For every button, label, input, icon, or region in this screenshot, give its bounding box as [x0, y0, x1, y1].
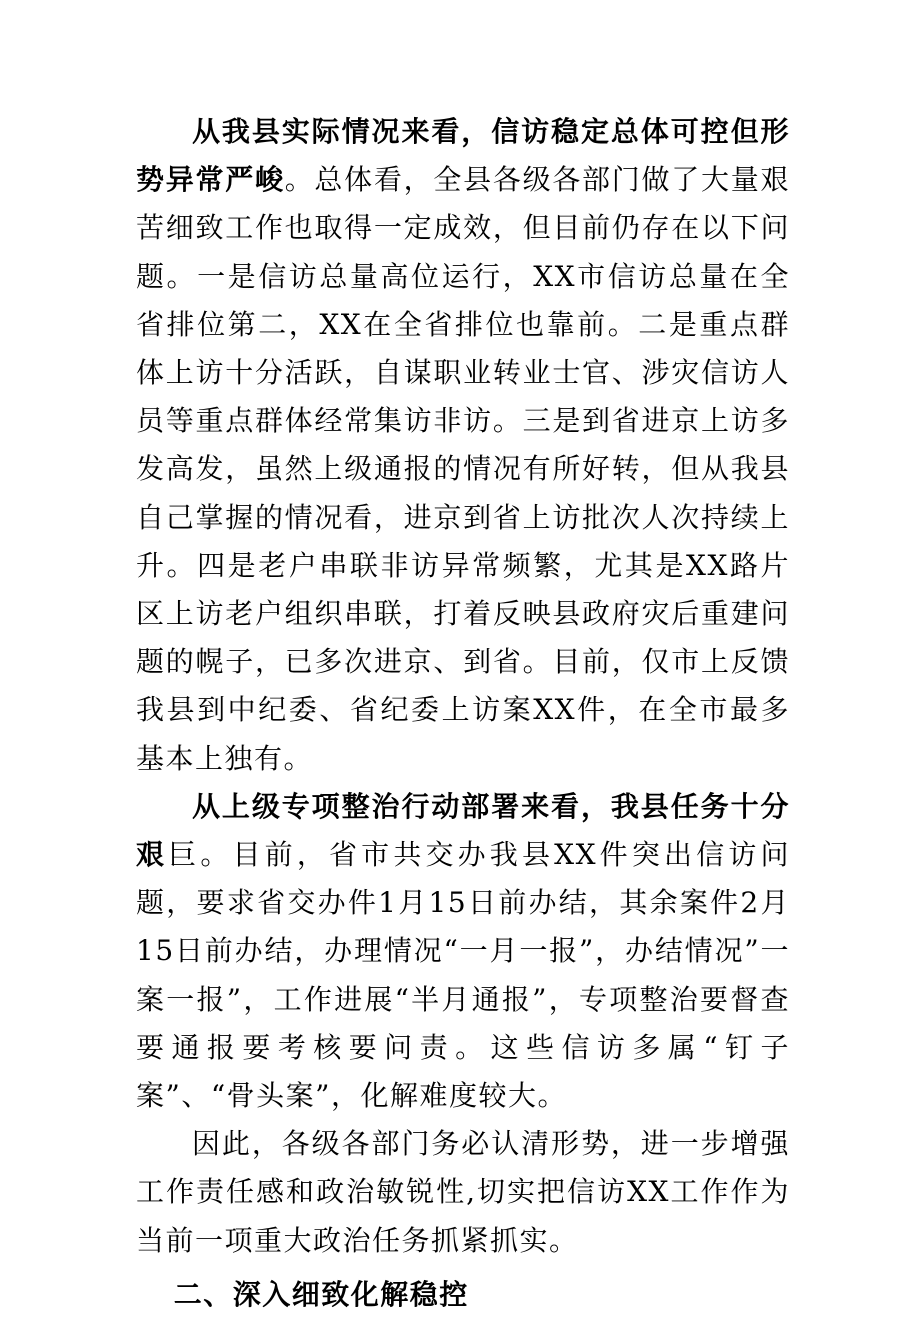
document-page — [136, 108, 790, 1319]
paragraph-lead: 从上级专项整治行动部署来看，我县任务十分艰 — [136, 789, 790, 872]
paragraph-conclusion — [136, 1120, 790, 1265]
paragraph-lead: 从我县实际情况来看，信访稳定总体可控但形势异常严峻 — [136, 115, 790, 197]
paragraph-situation — [136, 108, 790, 783]
paragraph-body: 巨。目前，省市共交办我县XX件突出信访问题，要求省交办件1月15日前办结，其余案件2月15日前办结，办理情况“一月一报”，办结情况”一案一报”，工作进展“半月通报”，专项整治要督查要通报要考核要问责。这些信访多属“钉子案”、“骨头案”，化解难度较大。 — [136, 838, 790, 1113]
paragraph-body: 因此，各级各部门务必认清形势，进一步增强工作责任感和政治敏锐性,切实把信访XX工作作为当前一项重大政治任务抓紧抓实。 — [136, 1127, 790, 1257]
paragraph-body: 。总体看，全县各级各部门做了大量艰苦细致工作也取得一定成效，但目前仍存在以下问题。一是信访总量高位运行，XX市信访总量在全省排位第二，XX在全省排位也靠前。二是重点群体上访十分活跃，自谋职业转业士官、涉灾信访人员等重点群体经常集访非访。三是到省进京上访多发高发，虽然上级通报的情况有所好转，但从我县自己掌握的情况看，进京到省上访批次人次持续上升。四是老户串联非访异常频繁，尤其是XX路片区上访老户组织串联，打着反映县政府灾后重建问题的幌子，已多次进京、到省。目前，仅市上反馈我县到中纪委、省纪委上访案XX件，在全市最多基本上独有。 — [136, 163, 790, 775]
section-heading: 二、深入细致化解稳控 — [173, 1277, 469, 1311]
paragraph-tasks — [136, 783, 790, 1120]
